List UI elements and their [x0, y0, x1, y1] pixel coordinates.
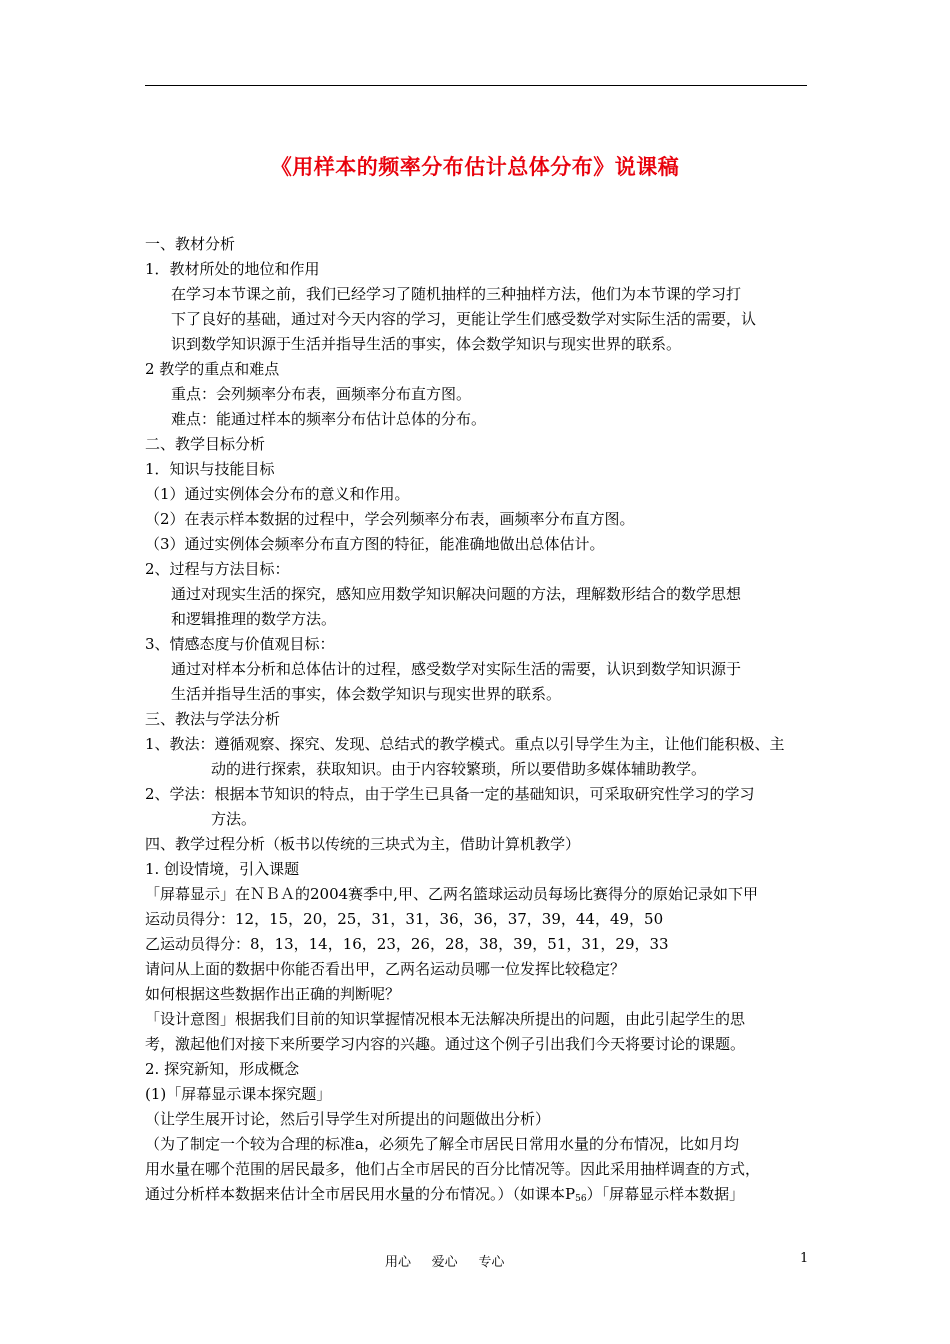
paragraph-line: 运动员得分：12，15，20，25，31，31，36，36，37，39，44，49，50: [145, 910, 664, 928]
page-subscript: 56: [575, 1194, 587, 1204]
paragraph-line: 方法。: [211, 810, 257, 828]
paragraph-line: 乙运动员得分：8，13，14，16，23，26，28，38，39，51，31，29，33: [145, 935, 669, 953]
paragraph-line: 难点：能通过样本的频率分布估计总体的分布。: [171, 410, 487, 428]
paragraph-line: 下了良好的基础，通过对今天内容的学习，更能让学生们感受数学对实际生活的需要，认: [171, 310, 757, 328]
section-heading: 二、教学目标分析: [145, 435, 266, 453]
paragraph-line: 用水量在哪个范围的居民最多，他们占全市居民的百分比情况等。因此采用抽样调查的方式，: [145, 1160, 761, 1178]
header-rule: [145, 85, 807, 86]
subsection-heading: 2、过程与方法目标：: [145, 560, 290, 578]
subsection-heading: 3、情感态度与价值观目标：: [145, 635, 335, 653]
paragraph-line: 如何根据这些数据作出正确的判断呢？: [145, 985, 401, 1003]
subsection-heading: 2 教学的重点和难点: [145, 360, 280, 378]
section-heading: 三、教法与学法分析: [145, 710, 281, 728]
paragraph-line: 请问从上面的数据中你能否看出甲，乙两名运动员哪一位发挥比较稳定？: [145, 960, 626, 978]
paragraph-line: 「屏幕显示」在ＮＢＡ的2004赛季中,甲、乙两名篮球运动员每场比赛得分的原始记录如下甲: [145, 885, 758, 903]
footer-motto: 用心 爱心 专心: [385, 1255, 505, 1270]
list-item: （3）通过实例体会频率分布直方图的特征，能准确地做出总体估计。: [145, 535, 605, 553]
paragraph-line: (1)「屏幕显示课本探究题」: [145, 1085, 332, 1103]
document-body: [145, 232, 810, 1207]
page-number: 1: [800, 1251, 809, 1266]
subsection-heading: 2. 探究新知，形成概念: [145, 1060, 300, 1078]
paragraph-line: （让学生展开讨论，然后引导学生对所提出的问题做出分析）: [145, 1110, 551, 1128]
subsection-heading: 1. 创设情境，引入课题: [145, 860, 300, 878]
line-text: 通过分析样本数据来估计全市居民用水量的分布情况。）（如课本P: [145, 1185, 576, 1203]
paragraph-line: 2、学法：根据本节知识的特点，由于学生已具备一定的基础知识，可采取研究性学习的学习: [145, 785, 755, 803]
list-item: （1）通过实例体会分布的意义和作用。: [145, 485, 410, 503]
paragraph-line: 动的进行探索，获取知识。由于内容较繁琐，所以要借助多媒体辅助教学。: [211, 760, 707, 778]
section-heading: 四、教学过程分析（板书以传统的三块式为主，借助计算机教学）: [145, 835, 581, 853]
paragraph-line: 和逻辑推理的数学方法。: [171, 610, 337, 628]
paragraph-line: 考，激起他们对接下来所要学习内容的兴趣。通过这个例子引出我们今天将要讨论的课题。: [145, 1035, 746, 1053]
paragraph-line: 重点：会列频率分布表，画频率分布直方图。: [171, 385, 472, 403]
paragraph-line: 生活并指导生活的事实，体会数学知识与现实世界的联系。: [171, 685, 562, 703]
paragraph-line: 通过对样本分析和总体估计的过程，感受数学对实际生活的需要，认识到数学知识源于: [171, 660, 742, 678]
paragraph-line: （为了制定一个较为合理的标准a，必须先了解全市居民日常用水量的分布情况，比如月均: [145, 1135, 739, 1153]
paragraph-line: 「设计意图」根据我们目前的知识掌握情况根本无法解决所提出的问题，由此引起学生的思: [145, 1010, 746, 1028]
paragraph-line: 在学习本节课之前，我们已经学习了随机抽样的三种抽样方法，他们为本节课的学习打: [171, 285, 742, 303]
paragraph-line: [145, 1182, 810, 1207]
document-title: 《用样本的频率分布估计总体分布》说课稿: [270, 154, 680, 179]
section-heading: 一、教材分析: [145, 235, 236, 253]
paragraph-line: 通过对现实生活的探究，感知应用数学知识解决问题的方法，理解数形结合的数学思想: [171, 585, 742, 603]
line-text: ）「屏幕显示样本数据」: [586, 1185, 745, 1203]
subsection-heading: 1．知识与技能目标: [145, 460, 275, 478]
paragraph-line: 1、教法：遵循观察、探究、发现、总结式的教学模式。重点以引导学生为主，让他们能积极、主: [145, 735, 785, 753]
subsection-heading: 1．教材所处的地位和作用: [145, 260, 320, 278]
list-item: （2）在表示样本数据的过程中，学会列频率分布表，画频率分布直方图。: [145, 510, 635, 528]
paragraph-line: 识到数学知识源于生活并指导生活的事实，体会数学知识与现实世界的联系。: [171, 335, 682, 353]
